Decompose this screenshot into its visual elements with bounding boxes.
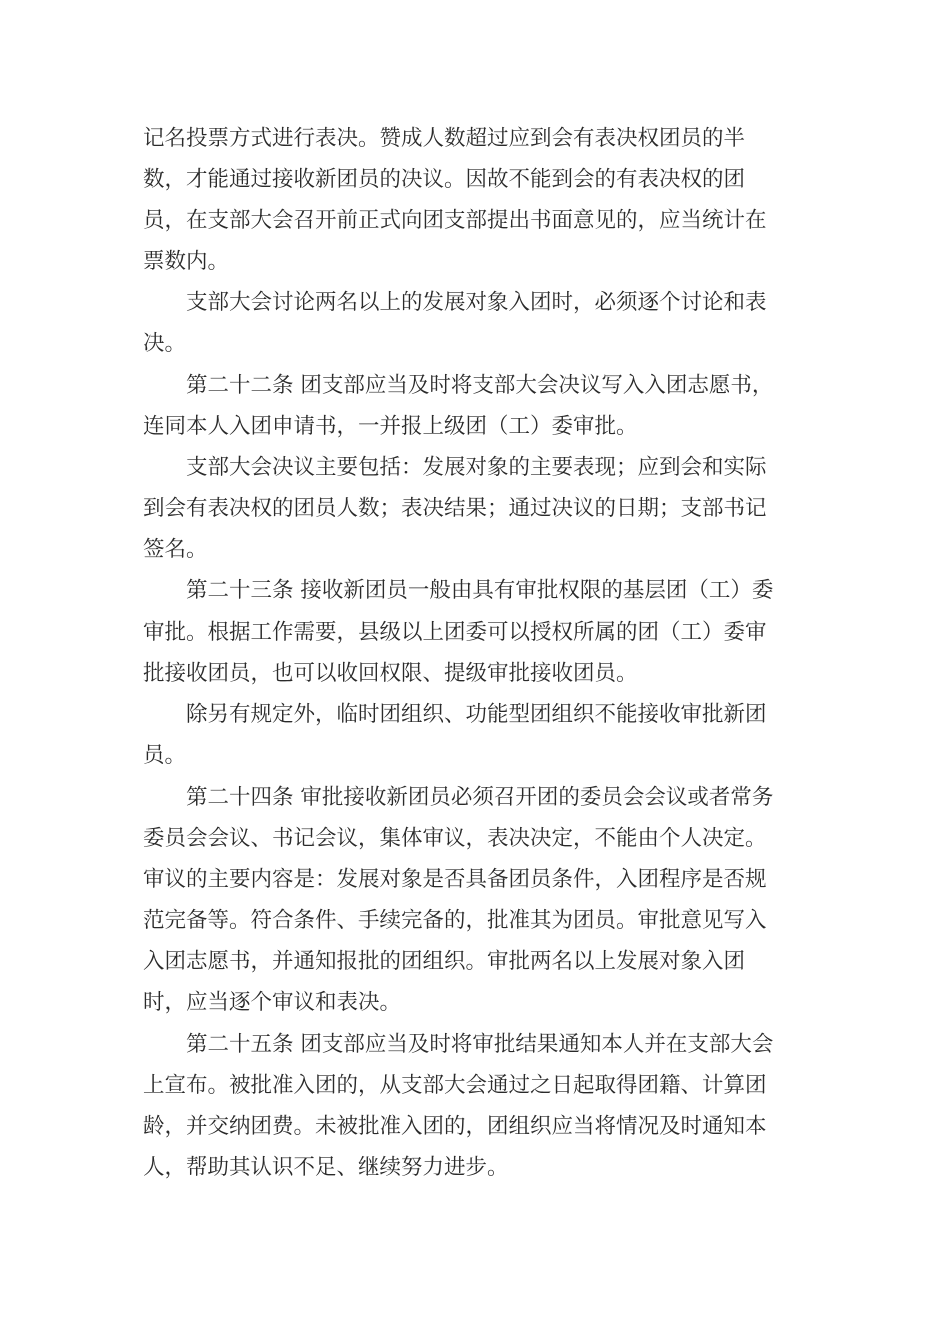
text-line: 入团志愿书，并通知报批的团组织。审批两名以上发展对象入团 [143, 949, 746, 974]
text-line: 批接收团员，也可以收回权限、提级审批接收团员。 [143, 661, 638, 686]
text-line: 决。 [143, 331, 187, 356]
text-line: 员。 [143, 743, 187, 768]
article-25-line: 第二十五条 团支部应当及时将审批结果通知本人并在支部大会 [186, 1032, 774, 1057]
text-line: 龄，并交纳团费。未被批准入团的，团组织应当将情况及时通知本 [143, 1114, 767, 1139]
text-line: 签名。 [143, 537, 208, 562]
text-line: 委员会会议、书记会议，集体审议，表决决定，不能由个人决定。 [143, 826, 767, 851]
text-line: 支部大会讨论两名以上的发展对象入团时，必须逐个讨论和表 [186, 290, 767, 315]
text-line: 到会有表决权的团员人数；表决结果；通过决议的日期；支部书记 [143, 496, 767, 521]
text-line: 审议的主要内容是：发展对象是否具备团员条件，入团程序是否规 [143, 867, 767, 892]
text-line: 审批。根据工作需要，县级以上团委可以授权所属的团（工）委审 [143, 620, 767, 645]
text-line: 人，帮助其认识不足、继续努力进步。 [143, 1155, 509, 1180]
text-line: 连同本人入团申请书，一并报上级团（工）委审批。 [143, 414, 638, 439]
text-line: 票数内。 [143, 249, 230, 274]
article-23-line: 第二十三条 接收新团员一般由具有审批权限的基层团（工）委 [186, 578, 774, 603]
text-line: 范完备等。符合条件、手续完备的，批准其为团员。审批意见写入 [143, 908, 767, 933]
text-line: 上宣布。被批准入团的，从支部大会通过之日起取得团籍、计算团 [143, 1073, 767, 1098]
text-line: 除另有规定外，临时团组织、功能型团组织不能接收审批新团 [186, 702, 767, 727]
article-22-line: 第二十二条 团支部应当及时将支部大会决议写入入团志愿书， [186, 373, 774, 398]
article-24-line: 第二十四条 审批接收新团员必须召开团的委员会会议或者常务 [186, 785, 774, 810]
text-line: 数，才能通过接收新团员的决议。因故不能到会的有表决权的团 [143, 167, 746, 192]
text-line: 支部大会决议主要包括：发展对象的主要表现；应到会和实际 [186, 455, 767, 480]
text-line: 员，在支部大会召开前正式向团支部提出书面意见的，应当统计在 [143, 208, 767, 233]
text-line: 记名投票方式进行表决。赞成人数超过应到会有表决权团员的半 [143, 126, 746, 151]
text-line: 时，应当逐个审议和表决。 [143, 990, 402, 1015]
